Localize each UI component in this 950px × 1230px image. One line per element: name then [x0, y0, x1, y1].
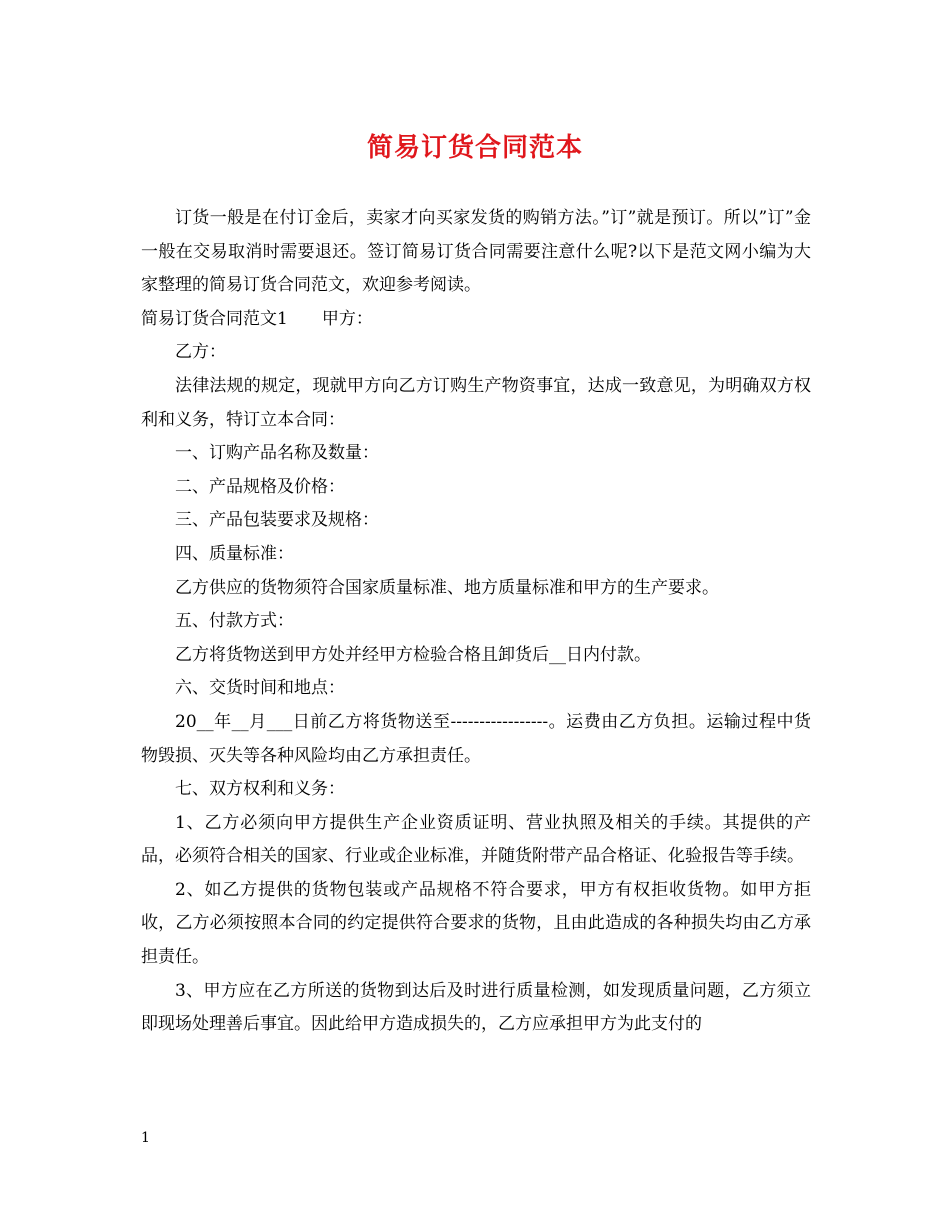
paragraph: 3、甲方应在乙方所送的货物到达后及时进行质量检测，如发现质量问题，乙方须立即现场处理善后事宜。因此给甲方造成损失的，乙方应承担甲方为此支付的: [141, 980, 811, 1035]
page-number: 1: [141, 1130, 150, 1146]
paragraph: 乙方：: [175, 342, 226, 363]
paragraph: 四、质量标准：: [175, 543, 294, 564]
document-body: [141, 202, 811, 1042]
paragraph: 三、产品包装要求及规格：: [175, 510, 379, 531]
paragraph: 1、乙方必须向甲方提供生产企业资质证明、营业执照及相关的手续。其提供的产品，必须符合相关的国家、行业或企业标准，并随货附带产品合格证、化验报告等手续。: [141, 812, 811, 867]
paragraph: 法律法规的规定，现就甲方向乙方订购生产物资事宜，达成一致意见，为明确双方权利和义务，特订立本合同：: [141, 375, 811, 430]
paragraph: 2、如乙方提供的货物包装或产品规格不符合要求，甲方有权拒收货物。如甲方拒收，乙方必须按照本合同的约定提供符合要求的货物，且由此造成的各种损失均由乙方承担责任。: [141, 879, 811, 968]
paragraph: 一、订购产品名称及数量：: [175, 443, 379, 464]
paragraph: 乙方将货物送到甲方处并经甲方检验合格且卸货后__日内付款。: [175, 644, 651, 665]
paragraph: 20__年__月___日前乙方将货物送至-----------------。运费由乙方负担。运输过程中货物毁损、灭失等各种风险均由乙方承担责任。: [141, 711, 811, 766]
paragraph: 乙方供应的货物须符合国家质量标准、地方质量标准和甲方的生产要求。: [175, 577, 719, 598]
paragraph: 七、双方权利和义务：: [175, 779, 345, 800]
paragraph: 二、产品规格及价格：: [175, 476, 345, 497]
paragraph: 简易订货合同范文1 甲方：: [141, 308, 373, 329]
paragraph: 六、交货时间和地点：: [175, 678, 345, 699]
paragraph: 订货一般是在付订金后，卖家才向买家发货的购销方法。”订”就是预订。所以”订”金一般在交易取消时需要退还。签订简易订货合同需要注意什么呢?以下是范文网小编为大家整理的简易订货合同范文，欢迎参考阅读。: [141, 208, 811, 296]
paragraph: 五、付款方式：: [175, 611, 294, 632]
document-title: 简易订货合同范本: [366, 133, 583, 163]
